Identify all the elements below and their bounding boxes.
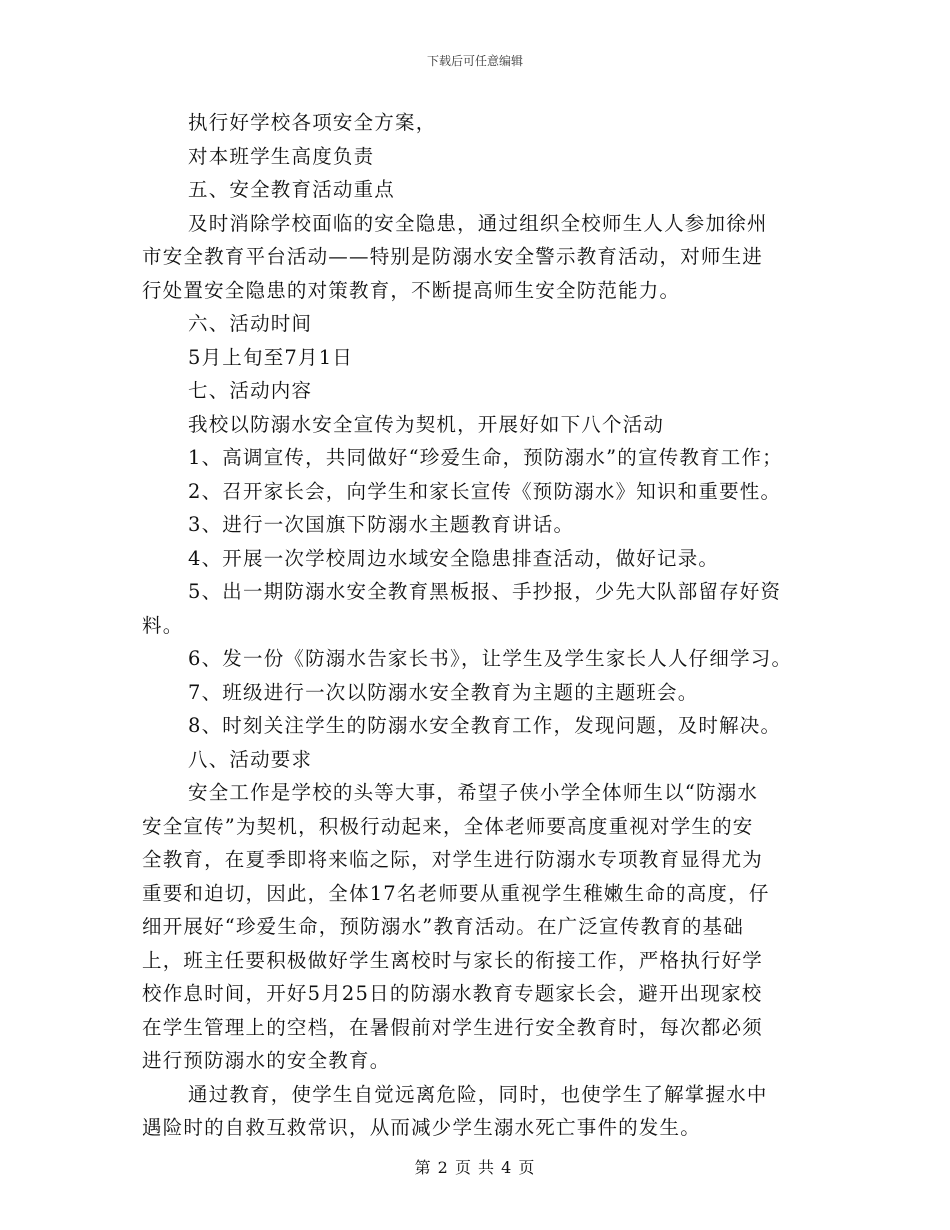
text-line: 我校以防溺水安全宣传为契机，开展好如下八个活动 [188, 413, 665, 436]
section-heading: 七、活动内容 [188, 379, 313, 402]
section-heading: 五、安全教育活动重点 [188, 178, 396, 201]
text-line: 市安全教育平台活动——特别是防溺水安全警示教育活动，对师生进 [142, 245, 764, 268]
text-line: 安全工作是学校的头等大事，希望子侠小学全体师生以“防溺水 [188, 781, 759, 804]
text-line: 对本班学生高度负责 [188, 145, 375, 168]
text-line: 行处置安全隐患的对策教育，不断提高师生安全防范能力。 [142, 279, 681, 302]
text-line: 全教育，在夏季即将来临之际，对学生进行防溺水专项教育显得尤为 [142, 848, 764, 871]
page-footer: 第 2 页 共 4 页 [414, 1158, 536, 1177]
list-item: 5、出一期防溺水安全教育黑板报、手抄报，少先大队部留存好资 [188, 580, 782, 603]
text-line: 进行预防溺水的安全教育。 [142, 1049, 391, 1072]
text-line: 通过教育，使学生自觉远离危险，同时，也使学生了解掌握水中 [188, 1083, 768, 1106]
text-line: 及时消除学校面临的安全隐患，通过组织全校师生人人参加徐州 [188, 212, 768, 235]
list-item: 2、召开家长会，向学生和家长宣传《预防溺水》知识和重要性。 [188, 480, 782, 503]
text-line: 重要和迫切，因此，全体17名老师要从重视学生稚嫩生命的高度，仔 [142, 882, 770, 905]
page-header: 下载后可任意编辑 [426, 54, 523, 68]
section-heading: 六、活动时间 [188, 312, 313, 335]
list-item: 8、时刻关注学生的防溺水安全教育工作，发现问题，及时解决。 [188, 714, 782, 737]
list-item: 1、高调宣传，共同做好“珍爱生命，预防溺水”的宣传教育工作； [188, 446, 783, 469]
list-item: 4、开展一次学校周边水域安全隐患排查活动，做好记录。 [188, 547, 720, 570]
text-line: 在学生管理上的空档，在暑假前对学生进行安全教育时，每次都必须 [142, 1016, 764, 1039]
list-item: 3、进行一次国旗下防溺水主题教育讲话。 [188, 513, 575, 536]
text-line: 细开展好“珍爱生命，预防溺水”教育活动。在广泛宣传教育的基础 [142, 915, 744, 938]
text-line: 上，班主任要积极做好学生离校时与家长的衔接工作，严格执行好学 [142, 949, 764, 972]
section-heading: 八、活动要求 [188, 748, 313, 771]
text-line: 料。 [142, 614, 184, 637]
text-line: 校作息时间，开好5月25日的防溺水教育专题家长会，避开出现家校 [142, 982, 763, 1005]
text-line: 安全宣传”为契机，积极行动起来，全体老师要高度重视对学生的安 [142, 815, 754, 838]
list-item: 6、发一份《防溺水告家长书》，让学生及学生家长人人仔细学习。 [188, 647, 793, 670]
list-item: 7、班级进行一次以防溺水安全教育为主题的主题班会。 [188, 681, 699, 704]
text-line: 5月上旬至7月1日 [188, 346, 354, 369]
text-line: 遇险时的自救互救常识，从而减少学生溺水死亡事件的发生。 [142, 1116, 701, 1139]
text-line: 执行好学校各项安全方案， [188, 111, 437, 134]
